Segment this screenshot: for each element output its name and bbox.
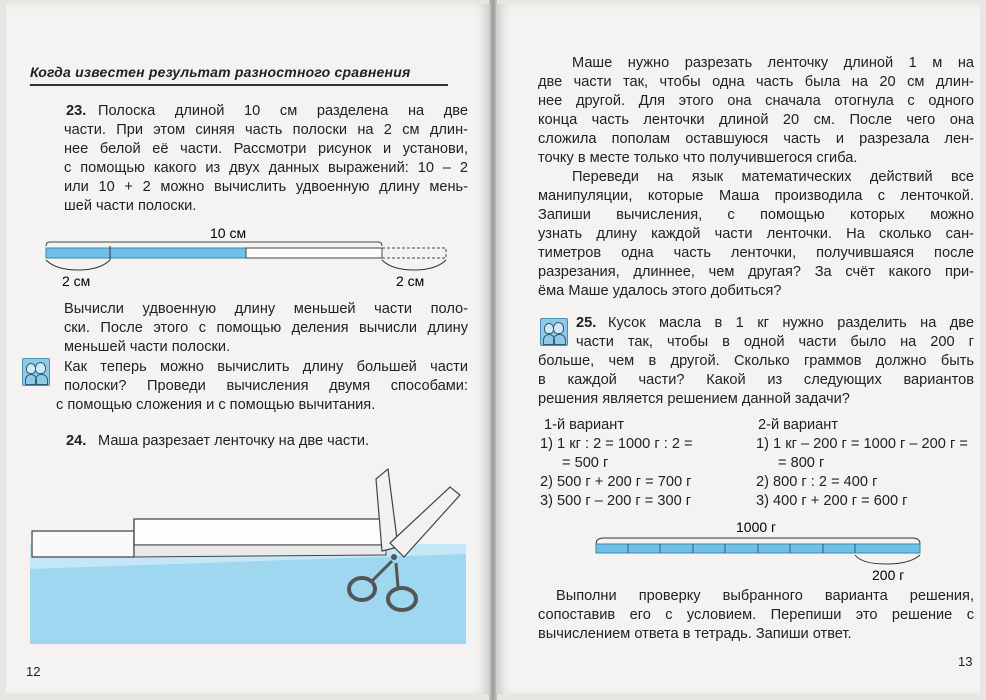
para2-line-5: тиметров одна часть ленточки, получившаяся после	[538, 245, 974, 261]
task-23-line-1: Полоска длиной 10 см разделена на две	[98, 103, 468, 119]
task-25-line-5: решения является решением данной задачи?	[538, 391, 850, 407]
task-23-line-6: шей части полоски.	[64, 198, 197, 214]
page-number-right: 13	[958, 654, 973, 669]
task-25-line-3: больше, чем в другой. Сколько граммов должно быть	[538, 353, 974, 369]
para2-line-6: разрезания, длиннее, чем другая? За счёт какого при-	[538, 264, 974, 280]
variant-1-step-2: 2) 500 г + 200 г = 700 г	[540, 474, 692, 490]
task-23-question-line-2: полоски? Проведи вычисления двумя способами:	[64, 378, 468, 394]
variant-2-step-3: 3) 400 г + 200 г = 600 г	[756, 493, 908, 509]
task-25-line-2: части так, чтобы в одной части было на 200 г	[576, 334, 974, 350]
strip-blue-part	[46, 248, 246, 258]
butter-brace-top	[596, 538, 920, 544]
scissors-shank-right	[396, 563, 398, 587]
right-page	[496, 4, 980, 694]
butter-top-label: 1000 г	[736, 519, 777, 535]
para2-line-7: ёма Маше удалось этого добиться?	[538, 283, 782, 299]
final-line-3: вычислением ответа в тетрадь. Запиши ответ.	[538, 626, 852, 642]
intro-line-4: конца часть ленточки длиной 20 см. После чего она	[538, 112, 974, 128]
intro-line-6: точку в месте только что получившегося сгиба.	[538, 150, 858, 166]
variant-2-title: 2-й вариант	[758, 417, 839, 433]
strip-figure	[6, 218, 490, 296]
ribbon-scissors-illustration	[6, 459, 490, 649]
strip-right-label: 2 см	[396, 273, 425, 289]
ribbon-top	[134, 519, 386, 545]
variant-1-step-1b: = 500 г	[562, 455, 609, 471]
intro-line-5: сложила пополам оставшуюся часть и разрезала лен-	[538, 131, 974, 147]
strip-brace-top	[46, 242, 244, 246]
task-23-calc-line-2: ски. После этого с помощью деления вычисли длину	[64, 320, 468, 336]
ribbon-left-end	[32, 531, 134, 557]
variant-2-step-2: 2) 800 г : 2 = 400 г	[756, 474, 878, 490]
task-23-line-2: части. При этом синяя часть полоски на 2 см длин-	[64, 122, 468, 138]
page-number-left: 12	[26, 664, 41, 679]
task-23-question-line-3: с помощью сложения и с помощью вычитания.	[56, 397, 376, 413]
intro-line-1: Маше нужно разрезать ленточку длиной 1 м на	[572, 55, 974, 71]
strip-left-label: 2 см	[62, 273, 91, 289]
ribbon-fold	[134, 545, 386, 557]
variant-2-step-1b: = 800 г	[778, 455, 825, 471]
strip-top-label: 10 см	[210, 225, 247, 241]
task-23-line-3: нее белой её части. Рассмотри рисунок и установи,	[64, 141, 468, 157]
butter-brace-bottom	[855, 555, 920, 564]
title-rule	[30, 84, 448, 86]
para2-line-2: манипуляции, которые Маша производила с ленточкой.	[538, 188, 974, 204]
variant-1-title: 1-й вариант	[544, 417, 625, 433]
strip-white-part	[246, 248, 382, 258]
para2-line-4: узнать длину каждой части ленточки. На сколько сан-	[538, 226, 974, 242]
pair-work-icon-25	[540, 318, 568, 346]
section-title: Когда известен результат разностного сравнения	[30, 64, 411, 80]
para2-line-1: Переведи на язык математических действий все	[572, 169, 974, 185]
task-24-number: 24.	[66, 433, 87, 449]
task-25-line-4: в каждой части? Какой из следующих вариантов	[538, 372, 974, 388]
butter-bottom-label: 200 г	[872, 567, 905, 583]
task-23-question-line-1: Как теперь можно вычислить длину большей части	[64, 359, 468, 375]
task-23-calc-line-1: Вычисли удвоенную длину меньшей части поло-	[64, 301, 468, 317]
final-line-1: Выполни проверку выбранного варианта решения,	[556, 588, 974, 604]
final-line-2: сопоставив его с условием. Перепиши это решение с	[538, 607, 974, 623]
variant-1-step-3: 3) 500 г – 200 г = 300 г	[540, 493, 692, 509]
task-23-calc-line-3: меньшей части полоски.	[64, 339, 231, 355]
task-25-number: 25.	[576, 315, 597, 331]
intro-line-2: две части так, чтобы одна часть была на 20 см длин-	[538, 74, 974, 90]
left-page	[6, 4, 490, 694]
scissors-pivot	[391, 554, 397, 560]
strip-brace-right	[382, 260, 446, 270]
strip-brace-left	[46, 260, 110, 270]
task-23-line-4: с помощью какого из двух данных выражений: 10 – 2	[64, 160, 468, 176]
task-24-text: Маша разрезает ленточку на две части.	[98, 433, 370, 449]
variant-2-step-1a: 1) 1 кг – 200 г = 1000 г – 200 г =	[756, 436, 968, 452]
strip-brace-top-right	[244, 242, 382, 246]
para2-line-3: Запиши вычисления, с помощью которых можно	[538, 207, 974, 223]
intro-line-3: нее другой. Для этого она сначала отогнула с одного	[538, 93, 974, 109]
strip-dashed-extension	[382, 248, 446, 258]
variant-1-step-1a: 1) 1 кг : 2 = 1000 г : 2 =	[540, 436, 693, 452]
butter-strip-figure	[496, 516, 980, 584]
task-25-line-1: Кусок масла в 1 кг нужно разделить на две	[608, 315, 974, 331]
task-23-number: 23.	[66, 103, 87, 119]
pair-work-icon	[22, 358, 50, 386]
task-23-line-5: или 10 + 2 можно вычислить удвоенную длину мень-	[64, 179, 468, 195]
